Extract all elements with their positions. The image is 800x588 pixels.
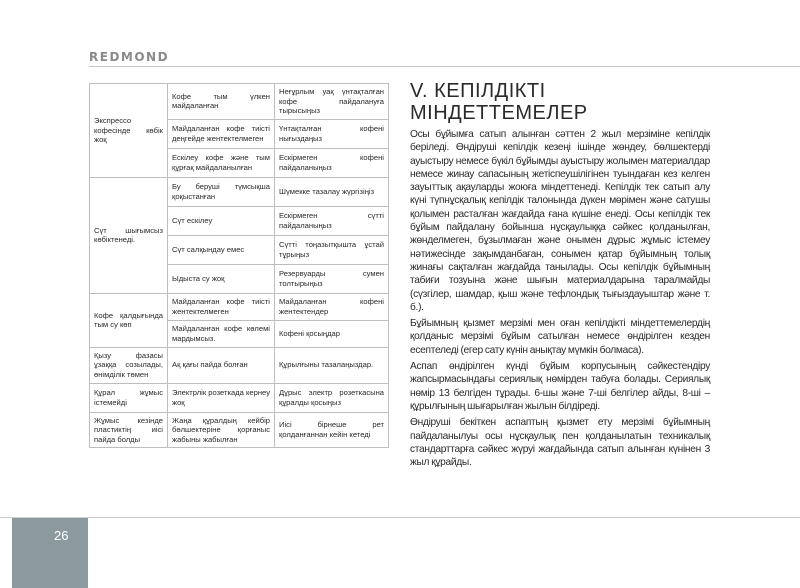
cause-cell: Ыдыста су жоқ (168, 264, 275, 293)
cause-cell: Майдаланған кофе көлемі мардымсыз. (168, 320, 275, 347)
troubleshooting-table (89, 83, 389, 448)
cause-cell: Бу беруші түмсықша қоқыстанған (168, 177, 275, 206)
paragraph: Бұйымның қызмет мерзімі мен оған кепілдікті міндеттемелердің қолданыс мерзімі бұйым сатылған немесе өндірілген кезден есептеледі (егер сату күнін анықтау мүмкін болмаса). (410, 318, 710, 356)
table-row (90, 293, 389, 320)
table-row (90, 383, 389, 412)
page-number-box (12, 518, 88, 588)
header-divider (89, 66, 800, 67)
cause-cell: Ескілеу кофе және тым құрғақ майдаланылған (168, 148, 275, 177)
paragraph: Аспап өндірілген күнді бұйым корпусының сәйкестендіру жапсырмасындағы сериялық нөмірден табуға болады. Сериялық нөмір 13 белгіден тұрады. 6-шы және 7-ші белгілер айды, 8-ші – құрылғының шығарылған жылын білдіреді. (410, 361, 710, 412)
table-row (90, 84, 389, 120)
problem-cell: Қызу фазасы ұзаққа созылады, өнімділік төмен (90, 347, 168, 383)
solution-cell: Резервуарды сумен толтырыңыз (275, 264, 389, 293)
solution-cell: Құрылғыны тазалаңыздар. (275, 347, 389, 383)
cause-cell: Электрлік розеткада кернеу жоқ (168, 383, 275, 412)
cause-cell: Майдаланған кофе тиісті деңгейде жентектелмеген (168, 119, 275, 148)
solution-cell: Сүтті тоңазытқышта ұстай тұрыңыз (275, 235, 389, 264)
section-title: V. КЕПІЛДІКТІ МІНДЕТТЕМЕЛЕР (410, 80, 588, 124)
cause-cell: Сүт салқындау емес (168, 235, 275, 264)
cause-cell: Жаңа құралдың кейбір бөлшектеріне қорғаныс жабыны жабылған (168, 412, 275, 448)
table-row (90, 347, 389, 383)
solution-cell: Үнтақталған кофені нығыздаңыз (275, 119, 389, 148)
solution-cell: Шүмекке тазалау жүргізіңіз (275, 177, 389, 206)
brand-logo: REDMOND (89, 50, 170, 64)
solution-cell: Кофені қосыңдар (275, 320, 389, 347)
cause-cell: Кофе тым үлкен майдаланған (168, 84, 275, 120)
paragraph: Осы бұйымға сатып алынған сәттен 2 жыл мерзіміне кепілдік беріледі. Өндіруші кепілдік кезеңі ішінде жөндеу, бөлшектерді ауыстыру немесе бүкіл бұйымды ауыстыру жолымен материалдар немесе жинау сапасының жетіспеушілігінен туындаған кез келген зауыттық ақауларды жоюға міндеттенеді. Кепілдік тек сатып алу күні түпнұсқалық кепілдік талонында дүкен мөрімен және сатушы қолымен расталған жағдайда ғана күшіне енеді. Осы кепілдік тек бұйым пайдалану бойынша нұсқаулыққа сәйкес қолданылған, жөнделмеген, бұзылмаған және онымен дұрыс жұмыс істемеу нәтижесінде зақымданбаған, сонымен қатар бұйымның толық жинағы сақталған жағдайда танылады. Осы кепілдік бұйымның табиғи тозуына және шығын материалдарына таралмайды (сүзгілер, шамдар, қыш және тефлондық тығыздауыштар және т. б.). (410, 129, 710, 313)
warranty-section (410, 80, 710, 472)
table-row (90, 177, 389, 206)
solution-cell: Дұрыс электр розеткасына құралды қосыңыз (275, 383, 389, 412)
paragraph: Өндіруші бекіткен аспаптың қызмет ету мерзімі бұйымның пайдаланылуы осы нұсқаулық пен қолданылатын техникалық стандарттарға сәйкес жүруі жағдайында сатып алынған күнінен 3 жыл құрайды. (410, 417, 710, 469)
page-number: 26 (54, 528, 69, 543)
cause-cell: Ақ қағы пайда болған (168, 347, 275, 383)
problem-cell: Сүт шығымсыз көбіктенеді. (90, 177, 168, 293)
solution-cell: Ескірмеген кофені пайдаланыңыз (275, 148, 389, 177)
problem-cell: Экспрессо кофесінде көбік жоқ (90, 84, 168, 178)
cause-cell: Сүт ескілеу (168, 206, 275, 235)
problem-cell: Кофе қалдығында тым су көп (90, 293, 168, 347)
solution-cell: Неғұрлым уақ үнтақталған кофе пайдалануға тырысыңыз (275, 84, 389, 120)
solution-cell: Ескірмеген сүтті пайдаланыңыз (275, 206, 389, 235)
table-row (90, 412, 389, 448)
solution-cell: Майдаланған кофені жентектендер (275, 293, 389, 320)
cause-cell: Майдаланған кофе тиісті жентектелмеген (168, 293, 275, 320)
problem-cell: Жұмыс кезінде пластиктің иісі пайда болды (90, 412, 168, 448)
problem-cell: Құрал жұмыс істемейді (90, 383, 168, 412)
footer-divider (0, 517, 800, 588)
solution-cell: Иісі бірнеше рет қолданғаннан кейін кетеді (275, 412, 389, 448)
